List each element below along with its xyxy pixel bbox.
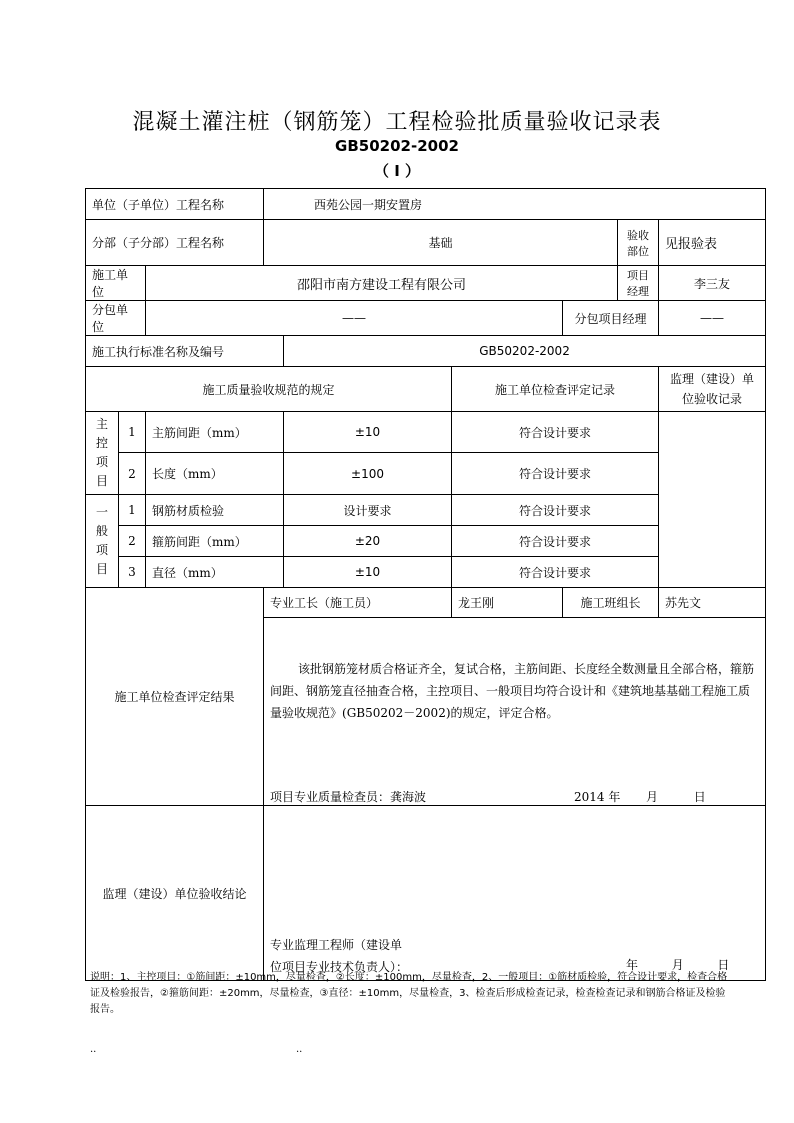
unit-name-row: [86, 189, 766, 220]
subcontractor-row: [86, 301, 766, 336]
group-char: 主: [95, 417, 108, 431]
dots-left: ..: [90, 1044, 97, 1055]
main-item-row: [86, 412, 766, 453]
supervisor-result-row: [86, 806, 766, 981]
acceptance-part-value: 见报验表: [659, 220, 766, 266]
contractor-result-paragraph: 该批钢筋笼材质合格证齐全，复试合格，主筋间距、长度经全数测量且全部合格，箍筋间距、钢筋笼直径抽查合格，主控项目、一般项目均符合设计和《建筑地基基础工程施工质量验收规范》(GB50202－2002)的规定，评定合格。: [270, 662, 755, 720]
group-char: 目: [95, 474, 108, 488]
pm-value: 李三友: [659, 266, 766, 301]
item-no: 1: [119, 495, 146, 526]
subunit-value: 基础: [264, 220, 618, 266]
group-char: 控: [95, 436, 108, 450]
supervisor-header-line2: 位验收记录: [682, 392, 743, 406]
date-day: 日: [693, 790, 706, 804]
item-standard: ±10: [284, 412, 452, 453]
general-items-group-label: [86, 495, 119, 588]
group-char: 项: [95, 543, 108, 557]
supervisor-record-cell: [659, 412, 766, 588]
item-standard: ±10: [284, 557, 452, 588]
unit-name-value: 西苑公园一期安置房: [264, 189, 766, 220]
supervisor-result-label: 监理（建设）单位验收结论: [86, 806, 264, 981]
roman-numeral: （ I ）: [373, 162, 421, 180]
item-standard: 设计要求: [284, 495, 452, 526]
item-result: 符合设计要求: [452, 526, 659, 557]
group-char: 项: [95, 455, 108, 469]
item-name: 长度（mm）: [146, 453, 284, 495]
engineer-line2: 位项目专业技术负责人）：: [270, 960, 409, 974]
exec-standard-value: GB50202-2002: [284, 336, 766, 367]
contractor-record-header: 施工单位检查评定记录: [452, 367, 659, 412]
acceptance-part-label: 验收部位: [618, 220, 659, 266]
page-title: 混凝土灌注桩（钢筋笼）工程检验批质量验收记录表: [132, 110, 662, 135]
group-char: 目: [95, 562, 108, 576]
footnote: 说明：1、主控项目：①筋间距：±10mm，尽量检查，②长度：±100mm，尽量检查，2、一般项目：①筋材质检验，符合设计要求，检查合格证及检验报告，②箍筋间距：±20mm，尽量检查，③直径：±10mm，尽量检查，3、检查后形成检查记录，检查检查记录和钢筋合格证及检验报告。: [90, 972, 728, 1015]
subcontractor-value: ——: [146, 301, 563, 336]
exec-standard-row: [86, 336, 766, 367]
section-header-row: [86, 367, 766, 412]
foreman-label: 专业工长（施工员）: [264, 588, 452, 618]
group-char: 般: [95, 524, 108, 538]
date-month: 月: [671, 958, 684, 972]
item-standard: ±20: [284, 526, 452, 557]
contractor-row: [86, 266, 766, 301]
supervisor-record-header: [659, 367, 766, 412]
contractor-value: 邵阳市南方建设工程有限公司: [146, 266, 618, 301]
main-items-group-label: [86, 412, 119, 495]
date-year: 年: [626, 958, 639, 972]
contractor-label: 施工单位: [86, 266, 146, 301]
item-result: 符合设计要求: [452, 453, 659, 495]
inspection-record-table: [85, 188, 766, 981]
subunit-label: 分部（子分部）工程名称: [86, 220, 264, 266]
item-name: 主筋间距（mm）: [146, 412, 284, 453]
item-name: 箍筋间距（mm）: [146, 526, 284, 557]
item-result: 符合设计要求: [452, 495, 659, 526]
engineer-line1: 专业监理工程师（建设单: [270, 938, 403, 952]
foreman-row: [86, 588, 766, 618]
contractor-result-cell: [264, 618, 766, 806]
contractor-date: [574, 788, 706, 805]
supervisor-header-line1: 监理（建设）单: [670, 372, 755, 386]
contractor-result-label: 施工单位检查评定结果: [86, 588, 264, 806]
subunit-row: [86, 220, 766, 266]
pm-label: 项目经理: [618, 266, 659, 301]
unit-name-label: 单位（子单位）工程名称: [86, 189, 264, 220]
item-name: 钢筋材质检验: [146, 495, 284, 526]
date-day: 日: [717, 958, 730, 972]
sub-pm-label: 分包项目经理: [563, 301, 659, 336]
team-leader-label: 施工班组长: [563, 588, 659, 618]
inspector-label: 项目专业质量检查员：龚海波: [270, 790, 427, 804]
sub-pm-value: ——: [659, 301, 766, 336]
standard-code: GB50202-2002: [335, 137, 459, 155]
dots-right: ..: [296, 1044, 303, 1055]
item-no: 3: [119, 557, 146, 588]
item-no: 2: [119, 453, 146, 495]
subcontractor-label: 分包单位: [86, 301, 146, 336]
item-no: 1: [119, 412, 146, 453]
foreman-value: 龙王刚: [452, 588, 563, 618]
group-char: 一: [95, 505, 108, 519]
item-result: 符合设计要求: [452, 557, 659, 588]
date-month: 月: [646, 790, 659, 804]
spec-header: 施工质量验收规范的规定: [86, 367, 452, 412]
item-standard: ±100: [284, 453, 452, 495]
supervisor-result-cell: [264, 806, 766, 981]
exec-standard-label: 施工执行标准名称及编号: [86, 336, 284, 367]
team-leader-value: 苏先文: [659, 588, 766, 618]
item-no: 2: [119, 526, 146, 557]
item-result: 符合设计要求: [452, 412, 659, 453]
item-name: 直径（mm）: [146, 557, 284, 588]
date-year: 2014 年: [574, 790, 621, 804]
